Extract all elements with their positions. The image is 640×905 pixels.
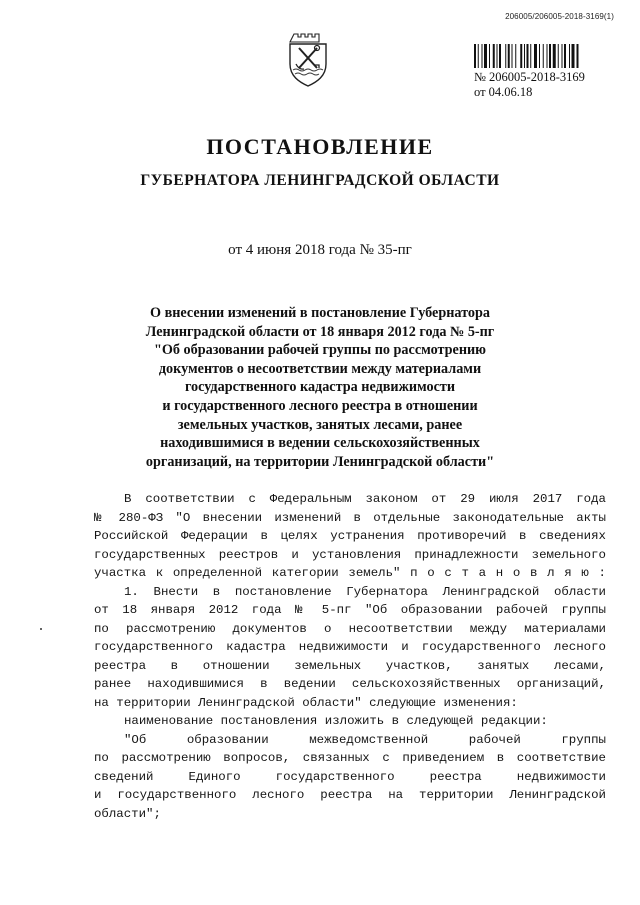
document-heading [100,304,540,471]
document-subtitle: ГУБЕРНАТОРА ЛЕНИНГРАДСКОЙ ОБЛАСТИ [140,172,500,189]
body-line: наименование постановления изложить в следующей редакции: [124,714,548,728]
body-line: участка к определенной категории земель" п о с т а н о в л я ю : [94,566,606,580]
body-line: № 280-ФЗ "О внесении изменений в отдельные законодательные акты [94,510,606,525]
body-line: В соответствии с Федеральным законом от 29 июля 2017 года [124,492,606,506]
body-line: по рассмотрению документов о несоответствии между материалами [94,621,606,636]
document-title: ПОСТАНОВЛЕНИЕ [206,134,434,159]
heading-line: "Об образовании рабочей группы по рассмотрению [153,342,487,359]
body-line: "Об образовании межведомственной рабочей группы [124,732,606,747]
body-line: от 18 января 2012 года № 5-пг "Об образовании рабочей группы [94,603,606,617]
body-line: сведений Единого государственного реестра недвижимости [94,769,606,784]
body-line: по рассмотрению вопросов, связанных с приведением в соответствие [94,751,606,765]
heading-line: Ленинградской области от 18 января 2012 года № 5-пг [145,323,495,340]
body-line: ранее находившимися в ведении сельскохозяйственных организаций, [94,677,606,691]
heading-line: документов о несоответствии между материалами [158,360,482,377]
heading-line: О внесении изменений в постановление Губернатора [150,305,490,321]
heading-line: земельных участков, занятых лесами, ранее [177,416,463,433]
body-line: 1. Внести в постановление Губернатора Ленинградской области [124,584,606,599]
leningrad-oblast-coat-of-arms-icon [284,30,332,88]
body-line: на территории Ленинградской области" следующие изменения: [94,695,518,710]
body-line: Российской Федерации в целях устранения противоречий в сведениях [94,529,606,543]
registration-date: от 04.06.18 [474,85,533,99]
heading-line: находившимися в ведении сельскохозяйственных [160,435,480,452]
heading-line: организаций, на территории Ленинградской области" [145,453,495,470]
body-line: государственного кадастра недвижимости и государственного лесного [94,640,606,654]
registration-stamp [474,70,624,100]
body-line: реестра в отношении земельных участков, занятых лесами, [94,658,606,673]
heading-line: государственного кадастра недвижимости [184,379,456,396]
body-line: государственных реестров и установления принадлежности земельного [94,547,606,562]
body-line: области"; [94,806,161,821]
body-line: и государственного лесного реестра на территории Ленинградской [94,788,606,802]
scan-speck [40,628,42,630]
document-date-line: от 4 июня 2018 года № 35-пг [228,242,412,258]
heading-line: и государственного лесного реестра в отношении [162,397,478,414]
barcode-icon [474,44,614,68]
registration-number: № 206005-2018-3169 [474,70,585,84]
top-reference-number: 206005/206005-2018-3169(1) [505,12,614,21]
document-body [94,490,606,823]
